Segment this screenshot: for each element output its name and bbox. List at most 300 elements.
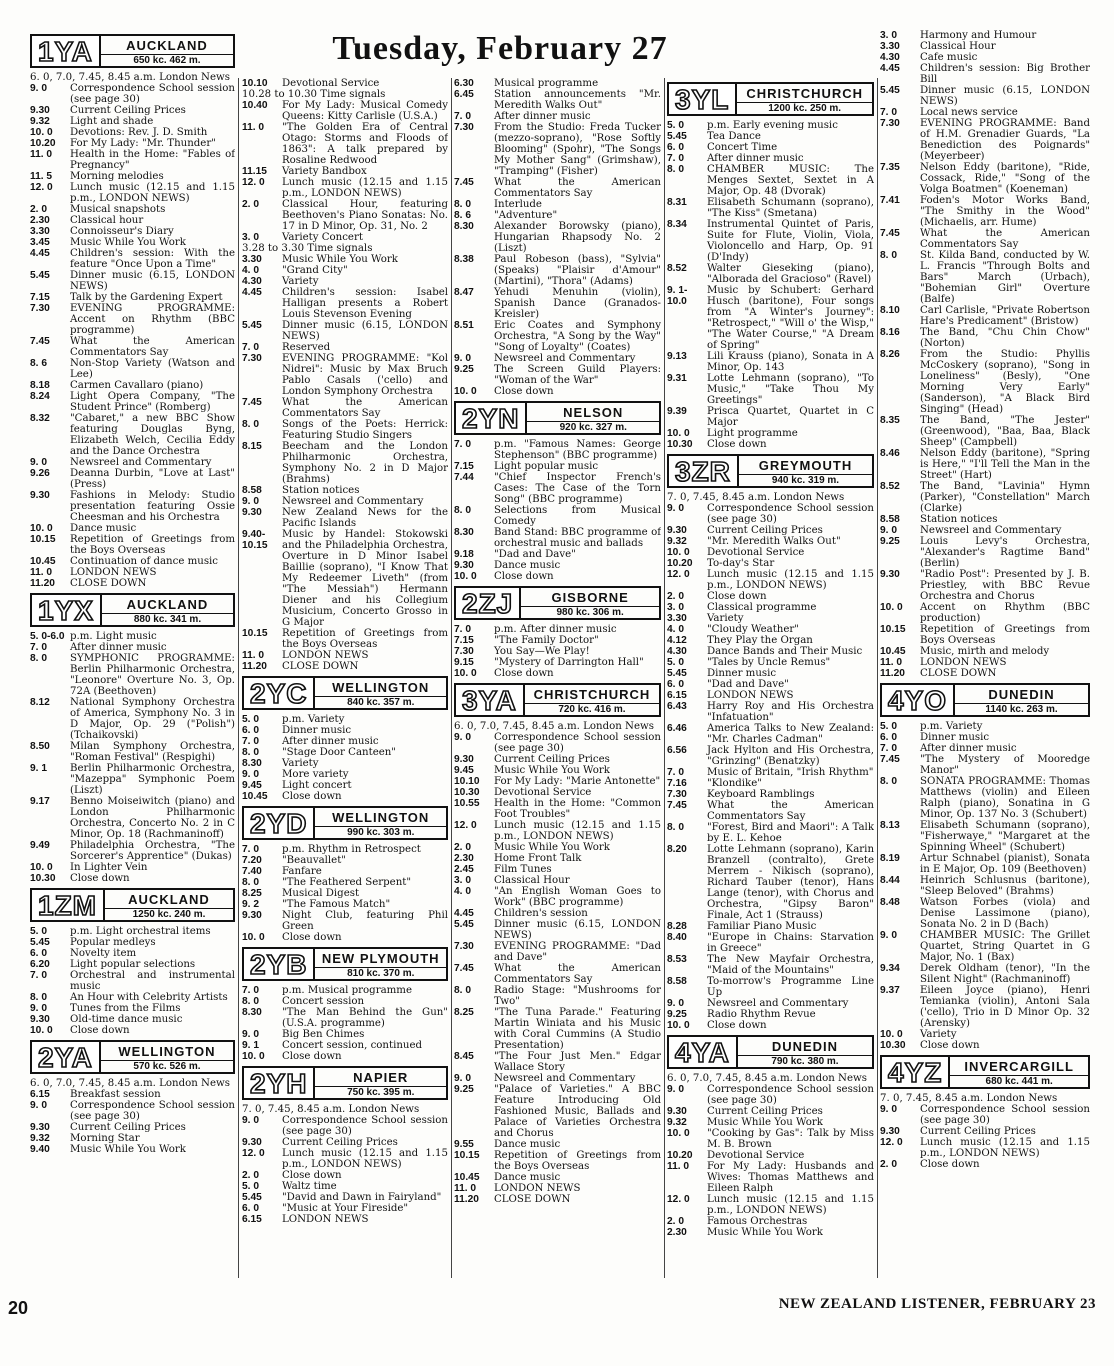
programme-entry: [454, 1084, 661, 1139]
programme-entry: [30, 1078, 235, 1089]
programme-entry: [30, 105, 235, 116]
programme-time: 10. 0: [454, 571, 477, 582]
programme-description: Devotional Service: [494, 787, 592, 798]
programme-entry: [880, 963, 1090, 985]
programme-entry: [242, 714, 448, 725]
station-callsign: 4YO: [880, 683, 955, 717]
programme-entry: [242, 650, 448, 661]
station-header: [242, 806, 448, 840]
programme-description: 6. 0, 7.0, 7.45, 8.45 a.m. London News: [667, 1073, 867, 1084]
programme-time: 7.35: [880, 162, 900, 173]
programme-time: 9. 0: [30, 1100, 47, 1111]
station-frequency: 790 kc. 380 m.: [771, 1056, 839, 1067]
programme-entry: [667, 932, 874, 954]
programme-description: Musical Digest: [282, 888, 360, 899]
programme-description: Repetition of Greetings from the Boys Overseas: [494, 1150, 661, 1172]
programme-description: Yehudi Menuhin (violin), Spanish Dance (Granados-Kreisler): [494, 287, 661, 320]
programme-time: 9. 1: [30, 763, 47, 774]
programme-entry: [667, 1073, 874, 1084]
programme-description: Tea Dance: [707, 131, 761, 142]
programme-entry: [667, 1009, 874, 1020]
programme-time: 10. 0: [242, 1051, 265, 1062]
programme-entry: [880, 448, 1090, 481]
programme-description: Concert session, continued: [282, 1040, 422, 1051]
programme-time: 7. 0: [880, 107, 897, 118]
programme-entry: [30, 182, 235, 204]
station-frequency: 650 kc. 462 m.: [133, 55, 201, 66]
programme-entry: [454, 386, 661, 397]
programme-entry: [242, 1115, 448, 1137]
programme-time: 7.45: [30, 336, 50, 347]
programme-time: 8.16: [880, 327, 900, 338]
programme-entry: [30, 391, 235, 413]
programme-description: Dinner music: [707, 668, 777, 679]
station-header: [880, 1055, 1090, 1089]
programme-description: Deanna Durbin, "Love at Last" (Press): [70, 468, 235, 490]
programme-time: 8.10: [880, 305, 900, 316]
programme-time: 5. 0: [880, 721, 897, 732]
programme-time: 8.53: [667, 954, 687, 965]
programme-description: Dinner music (6.15, LONDON NEWS): [70, 270, 235, 292]
programme-description: Correspondence School session (see page 30): [707, 1084, 874, 1106]
station-city: GISBORNE: [521, 588, 659, 607]
programme-entry: [242, 844, 448, 855]
programme-time: 10.30: [667, 439, 693, 450]
programme-entry: [880, 754, 1090, 776]
programme-description: Home Front Talk: [494, 853, 582, 864]
programme-time: 11.20: [880, 668, 905, 679]
programme-description: Classical Hour: [494, 875, 570, 886]
programme-description: Music While You Work: [707, 1117, 823, 1128]
programme-description: Continuation of dance music: [70, 556, 219, 567]
programme-description: Current Ceiling Prices: [70, 1122, 186, 1133]
programme-entry: [30, 270, 235, 292]
programme-description: "The Family Doctor": [494, 635, 599, 646]
programme-entry: [667, 954, 874, 976]
programme-time: 7. 0: [454, 439, 471, 450]
programme-entry: [667, 492, 874, 503]
programme-description: Repetition of Greetings from the Boys Overseas: [282, 628, 448, 650]
programme-entry: [242, 791, 448, 802]
programme-entry: [667, 428, 874, 439]
programme-description: Variety Bandbox: [282, 166, 367, 177]
programme-description: Dance music: [494, 560, 561, 571]
programme-time: 7. 0: [30, 642, 47, 653]
listing-column-3: [454, 78, 661, 1280]
programme-time: 3. 0: [667, 602, 684, 613]
programme-description: Music While You Work: [70, 237, 186, 248]
programme-time: 7.15: [454, 635, 474, 646]
programme-time: 10.45: [30, 556, 56, 567]
programme-description: CHAMBER MUSIC: The Grillet Quartet, String Quartet in G Major, No. 1 (Bax): [920, 930, 1090, 963]
programme-description: p.m. Musical programme: [282, 985, 412, 996]
programme-time: 2. 0: [880, 1159, 897, 1170]
programme-entry: [30, 948, 235, 959]
programme-time: 7.30: [242, 353, 262, 364]
programme-time: 8.52: [667, 263, 687, 274]
programme-description: Musical programme: [494, 78, 599, 89]
programme-description: What the American Commentators Say: [282, 397, 448, 419]
programme-time: 10.15: [880, 624, 906, 635]
programme-time: 9. 0: [880, 1104, 897, 1115]
programme-entry: [454, 1073, 661, 1084]
programme-entry: [667, 745, 874, 767]
station-callsign: 4YZ: [880, 1055, 950, 1089]
programme-time: 7. 0: [242, 985, 259, 996]
programme-description: Lunch music (12.15 and 1.15 p.m., LONDON NEWS): [707, 569, 874, 591]
programme-entry: [880, 897, 1090, 930]
programme-time: 10.45: [242, 791, 268, 802]
programme-description: Devotional Service: [282, 78, 380, 89]
programme-time: 7. 0: [242, 736, 259, 747]
station-header: [242, 1066, 448, 1100]
station-city: CHRISTCHURCH: [737, 84, 872, 103]
programme-description: Close down: [920, 1040, 980, 1051]
programme-time: 9. 2: [242, 899, 259, 910]
programme-time: 8.47: [454, 287, 474, 298]
programme-entry: [242, 932, 448, 943]
station-frequency: 810 kc. 370 m.: [347, 968, 415, 979]
programme-time: 8.58: [667, 976, 687, 987]
programme-description: Close down: [494, 571, 554, 582]
programme-description: Dinner music (6.15, LONDON NEWS): [920, 85, 1090, 107]
programme-description: To-morrow's Programme Line Up: [707, 976, 874, 998]
programme-description: LONDON NEWS: [707, 690, 794, 701]
programme-entry: [880, 305, 1090, 327]
programme-description: Tunes from the Films: [70, 1003, 181, 1014]
programme-description: Station notices: [282, 485, 360, 496]
programme-time: 10.30: [880, 1040, 906, 1051]
programme-entry: [454, 549, 661, 560]
station-callsign: 2YC: [242, 676, 315, 710]
programme-entry: [30, 72, 235, 83]
programme-time: 11. 5: [30, 171, 53, 182]
programme-description: "David and Dawn in Fairyland": [282, 1192, 442, 1203]
programme-time: 8. 0: [454, 985, 471, 996]
station-meta: [525, 683, 661, 717]
programme-entry: [242, 899, 448, 910]
programme-description: Close down: [282, 1051, 342, 1062]
programme-description: Elisabeth Schumann (soprano), "The Kiss" (Smetana): [707, 197, 874, 219]
programme-description: Variety: [920, 1029, 957, 1040]
programme-description: Alexander Borowsky (piano), Hungarian Rhapsody No. 2 (Liszt): [494, 221, 661, 254]
programme-entry: [30, 796, 235, 840]
programme-entry: [667, 547, 874, 558]
programme-description: Accent on Rhythm (BBC production): [920, 602, 1090, 624]
programme-entry: [242, 232, 448, 243]
programme-time: 8.19: [880, 853, 900, 864]
programme-description: The Band, "Chu Chin Chow" (Norton): [920, 327, 1090, 349]
programme-entry: [880, 820, 1090, 853]
programme-description: Fanfare: [282, 866, 322, 877]
station-city: AUCKLAND: [105, 890, 233, 909]
programme-time: 6. 0: [30, 948, 47, 959]
programme-time: 2. 0: [667, 1216, 684, 1227]
programme-description: Newsreel and Commentary: [920, 525, 1062, 536]
programme-description: Film Tunes: [494, 864, 552, 875]
programme-entry: [454, 505, 661, 527]
programme-time: 9. 0: [667, 503, 684, 514]
programme-description: "The Golden Era of Central Otago: Storms and Floods of 1863": A talk prepared by Rosaline Redwood: [282, 122, 448, 166]
programme-time: 5.45: [667, 668, 687, 679]
listing-column-4: [667, 78, 874, 1280]
station-frequency: 990 kc. 303 m.: [347, 827, 415, 838]
programme-description: Band Stand: BBC programme of orchestral music and ballads: [494, 527, 661, 549]
programme-time: 8. 0: [242, 419, 259, 430]
station-frequency: 680 kc. 441 m.: [985, 1076, 1053, 1087]
programme-time: 2. 0: [667, 591, 684, 602]
programme-entry: [454, 875, 661, 886]
programme-description: Benno Moiseiwitch (piano) and London Philharmonic Orchestra, Concerto No. 2 in C Minor, Op. 18 (Rachmaninoff): [70, 796, 235, 840]
programme-description: Light popular selections: [70, 959, 196, 970]
programme-time: 10. 0: [880, 1029, 903, 1040]
programme-description: CLOSE DOWN: [282, 661, 359, 672]
programme-entry: [667, 690, 874, 701]
programme-time: 7. 0: [242, 844, 259, 855]
station-frequency: 720 kc. 416 m.: [558, 704, 626, 715]
station-city: GREYMOUTH: [739, 456, 872, 475]
programme-entry: [880, 569, 1090, 602]
programme-description: 7. 0, 7.45, 8.45 a.m. London News: [880, 1093, 1058, 1104]
programme-entry: [242, 1181, 448, 1192]
programme-time: 8. 0: [667, 164, 684, 175]
programme-description: p.m. "Famous Names: George Stephenson" (BBC programme): [494, 439, 661, 461]
programme-time: 2. 0: [454, 842, 471, 853]
programme-description: Newsreel and Commentary: [494, 1073, 636, 1084]
programme-entry: [242, 287, 448, 320]
station-header: [242, 676, 448, 710]
station-city: AUCKLAND: [101, 36, 233, 55]
programme-time: 7.30: [880, 118, 900, 129]
programme-entry: [30, 292, 235, 303]
programme-time: 7. 0: [242, 342, 259, 353]
programme-time: 8.40: [667, 932, 687, 943]
programme-time: 7.45: [880, 228, 900, 239]
programme-time: 3. 0: [880, 30, 897, 41]
station-meta: [738, 1035, 874, 1069]
station-meta: [315, 806, 448, 840]
programme-description: Music, mirth and melody: [920, 646, 1050, 657]
programme-time: 7.45: [880, 754, 900, 765]
programme-description: Close down: [707, 439, 767, 450]
programme-description: "The Tuna Parade." Featuring Martin Winiata and his Music with Coral Cummins (A Studio Presentation): [494, 1007, 661, 1051]
programme-time: 10.40: [242, 100, 268, 111]
programme-description: Close down: [282, 791, 342, 802]
programme-time: 11.20: [30, 578, 55, 589]
programme-entry: [454, 919, 661, 941]
programme-description: For My Lady: Husbands and Wives: Thomas Matthews and Eileen Ralph: [707, 1161, 874, 1194]
programme-entry: [242, 276, 448, 287]
listing-page: [30, 30, 1100, 1330]
programme-time: 4. 0: [242, 265, 259, 276]
programme-entry: [30, 741, 235, 763]
programme-time: 10.10: [242, 78, 268, 89]
station-header: [667, 82, 874, 116]
programme-entry: [242, 910, 448, 932]
programme-time: 7.45: [242, 397, 262, 408]
programme-description: Selections from Musical Comedy: [494, 505, 661, 527]
programme-entry: [454, 287, 661, 320]
programme-time: 9.30: [242, 507, 262, 518]
programme-entry: [30, 490, 235, 523]
programme-description: For My Lady: "Mr. Thunder": [70, 138, 216, 149]
station-callsign: 4YA: [667, 1035, 738, 1069]
programme-time: 11. 0: [30, 149, 53, 160]
programme-time: 11. 0: [30, 567, 53, 578]
programme-time: 11.20: [242, 661, 267, 672]
programme-description: "Beauvallet": [282, 855, 346, 866]
programme-description: p.m. Light orchestral items: [70, 926, 211, 937]
programme-description: Close down: [282, 1170, 342, 1181]
page-title: Tuesday, February 27: [332, 30, 668, 67]
programme-description: Newsreel and Commentary: [494, 353, 636, 364]
programme-description: Prisca Quartet, Quartet in C Major: [707, 406, 874, 428]
programme-time: 9. 0: [30, 1003, 47, 1014]
programme-description: New Zealand News for the Pacific Islands: [282, 507, 448, 529]
programme-entry: [30, 116, 235, 127]
programme-time: 9. 0: [667, 998, 684, 1009]
programme-time: 10. 0: [30, 127, 53, 138]
programme-time: 3.30: [30, 226, 50, 237]
programme-time: 12. 0: [30, 182, 53, 193]
programme-entry: [880, 743, 1090, 754]
programme-time: 2. 0: [30, 204, 47, 215]
programme-entry: [30, 468, 235, 490]
programme-description: In Lighter Vein: [70, 862, 148, 873]
programme-description: p.m. Light music: [70, 631, 157, 642]
programme-entry: [454, 1183, 661, 1194]
programme-time: 6. 0: [242, 1203, 259, 1214]
programme-time: 5.45: [242, 320, 262, 331]
programme-time: 6. 0: [667, 679, 684, 690]
programme-entry: [30, 556, 235, 567]
programme-time: 5. 0-6.0: [30, 631, 65, 642]
programme-entry: [667, 569, 874, 591]
programme-entry: [30, 970, 235, 992]
programme-entry: [454, 461, 661, 472]
station-city: DUNEDIN: [738, 1037, 872, 1056]
station-meta: [315, 676, 448, 710]
programme-entry: [667, 635, 874, 646]
programme-description: Light concert: [282, 780, 352, 791]
programme-entry: [667, 142, 874, 153]
programme-entry: [667, 613, 874, 624]
programme-time: 10.55: [454, 798, 480, 809]
programme-description: "Chief Inspector French's Cases: The Case of the Torn Song" (BBC programme): [494, 472, 661, 505]
programme-time: 7. 0: [667, 153, 684, 164]
programme-description: "The Mystery of Mooredge Manor": [920, 754, 1090, 776]
programme-description: Close down: [707, 591, 767, 602]
programme-time: 7.45: [454, 963, 474, 974]
programme-time: 9. 0: [667, 1084, 684, 1095]
programme-time: 9.17: [30, 796, 50, 807]
programme-entry: [454, 1150, 661, 1172]
programme-time: 9. 0: [30, 457, 47, 468]
programme-description: Dance music: [494, 1172, 561, 1183]
programme-time: 6.20: [30, 959, 50, 970]
programme-description: The Band, "Lavinia" Hymn (Parker), "Constellation" March (Clarke): [920, 481, 1090, 514]
programme-description: "The Four Just Men." Edgar Wallace Story: [494, 1051, 661, 1073]
programme-time: 6.15: [667, 690, 687, 701]
programme-time: 9. 0: [454, 1073, 471, 1084]
programme-time: 6.15: [242, 1214, 262, 1225]
programme-description: Breakfast session: [70, 1089, 161, 1100]
programme-time: 2.30: [30, 215, 50, 226]
programme-entry: [454, 254, 661, 287]
programme-description: Local news service: [920, 107, 1018, 118]
programme-entry: [454, 787, 661, 798]
programme-description: Famous Orchestras: [707, 1216, 808, 1227]
programme-entry: [242, 888, 448, 899]
programme-time: 7.30: [454, 122, 474, 133]
programme-time: 11. 0: [242, 650, 265, 661]
programme-entry: [454, 754, 661, 765]
programme-description: Night Club, featuring Phil Green: [282, 910, 448, 932]
programme-time: 9.39: [667, 406, 687, 417]
programme-time: 6. 0: [880, 732, 897, 743]
programme-entry: [880, 624, 1090, 646]
programme-time: 9. 0: [454, 353, 471, 364]
programme-entry: [30, 937, 235, 948]
programme-entry: [454, 732, 661, 754]
programme-time: 7.45: [454, 177, 474, 188]
programme-description: Music While You Work: [494, 842, 610, 853]
programme-time: 10. 0: [880, 602, 903, 613]
programme-description: Nelson Eddy (baritone), "Spring is Here," "I'll Tell the Man in the Street" (Hart): [920, 448, 1090, 481]
programme-time: 5.45: [667, 131, 687, 142]
programme-entry: [242, 725, 448, 736]
programme-entry: [30, 358, 235, 380]
programme-entry: [667, 1194, 874, 1216]
programme-description: Waltz time: [282, 1181, 337, 1192]
programme-time: 8. 6: [30, 358, 47, 369]
programme-description: After dinner music: [707, 153, 804, 164]
programme-time: 3.45: [30, 237, 50, 248]
programme-time: 9. 1-10.0: [667, 285, 688, 307]
programme-time: 6.30: [454, 78, 474, 89]
programme-entry: [30, 567, 235, 578]
programme-description: Close down: [282, 932, 342, 943]
programme-description: Dance Bands and Their Music: [707, 646, 863, 657]
programme-entry: [667, 1020, 874, 1031]
programme-description: p.m. After dinner music: [494, 624, 617, 635]
programme-description: Station notices: [920, 514, 998, 525]
programme-entry: [242, 419, 448, 441]
programme-description: Music While You Work: [494, 765, 610, 776]
programme-entry: [454, 820, 661, 842]
programme-description: "Adventure": [494, 210, 558, 221]
programme-entry: [242, 1203, 448, 1214]
programme-entry: [667, 1084, 874, 1106]
programme-time: 9.45: [242, 780, 262, 791]
programme-time: 4.30: [667, 646, 687, 657]
station-header: [454, 401, 661, 435]
programme-entry: [242, 1104, 448, 1115]
programme-time: 8.13: [880, 820, 900, 831]
programme-time: 9. 0: [880, 930, 897, 941]
programme-entry: [454, 439, 661, 461]
station-callsign: 2YD: [242, 806, 315, 840]
station-meta: [101, 34, 235, 68]
programme-description: What the American Commentators Say: [494, 177, 661, 199]
station-callsign: 2YH: [242, 1066, 315, 1100]
programme-entry: [667, 657, 874, 668]
programme-description: National Symphony Orchestra of America, Symphony No. 3 in D Major, Op. 29 ("Polish") (Tchaikovski): [70, 697, 235, 741]
programme-time: 5.45: [454, 919, 474, 930]
programme-description: Health in the Home: "Common Foot Troubles": [494, 798, 661, 820]
programme-description: Big Ben Chimes: [282, 1029, 365, 1040]
programme-time: 5. 0: [667, 120, 684, 131]
